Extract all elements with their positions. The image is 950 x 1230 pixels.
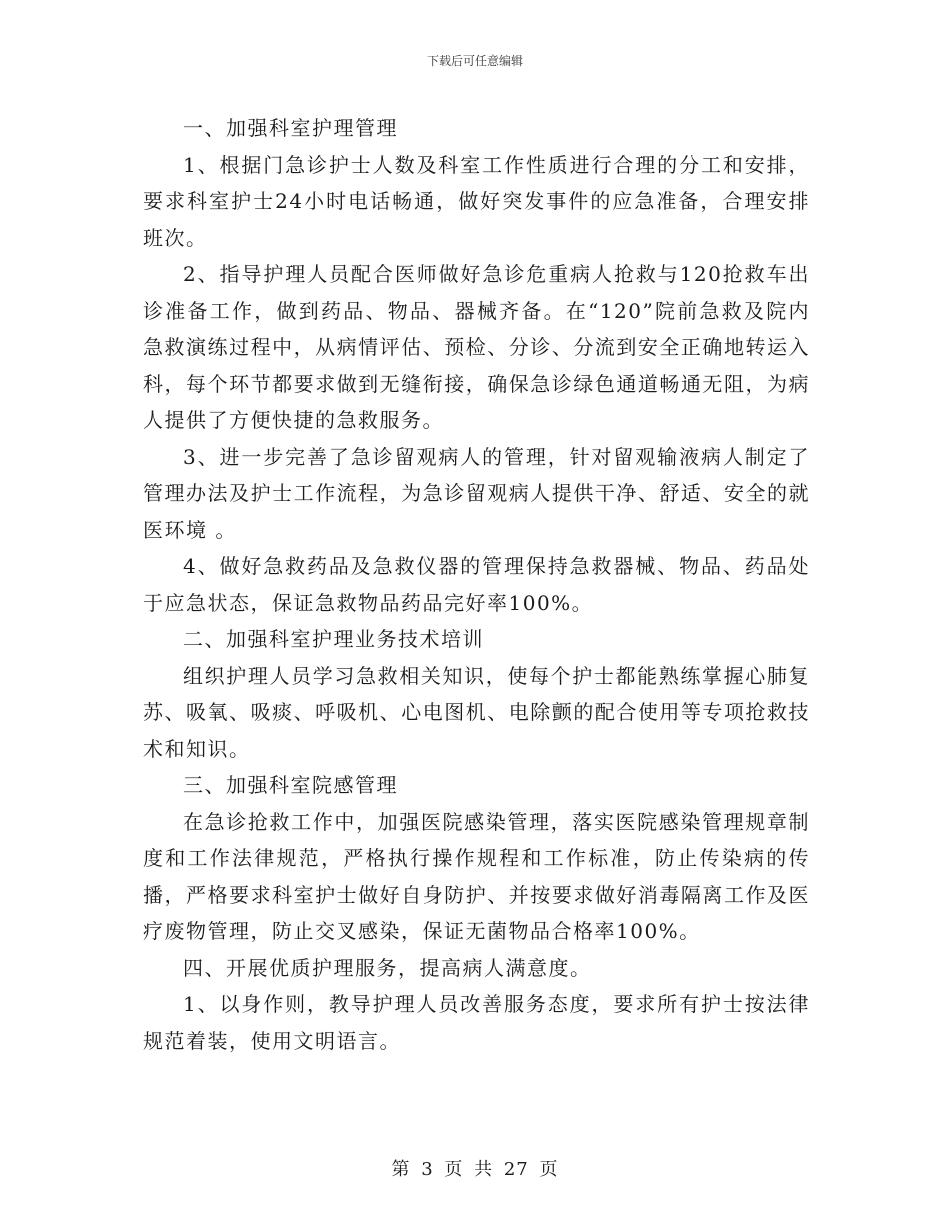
document-body	[143, 110, 810, 1059]
paragraph-1-1: 1、根据门急诊护士人数及科室工作性质进行合理的分工和安排，要求科室护士24小时电话畅通，做好突发事件的应急准备，合理安排班次。	[143, 152, 810, 250]
paragraph-2: 组织护理人员学习急救相关知识，使每个护士都能熟练掌握心肺复苏、吸氧、吸痰、呼吸机、心电图机、电除颤的配合使用等专项抢救技术和知识。	[143, 663, 810, 761]
paragraph-4-1: 1、以身作则，教导护理人员改善服务态度，要求所有护士按法律规范着装，使用文明语言。	[143, 992, 810, 1053]
paragraph-1-2: 2、指导护理人员配合医师做好急诊危重病人抢救与120抢救车出诊准备工作，做到药品、物品、器械齐备。在“120”院前急救及院内急救演练过程中，从病情评估、预检、分诊、分流到安全正确地转运入科，每个环节都要求做到无缝衔接，确保急诊绿色通道畅通无阻，为病人提供了方便快捷的急救服务。	[143, 262, 810, 432]
section-heading-4: 四、开展优质护理服务，提高病人满意度。	[183, 955, 592, 980]
page-header-note: 下载后可任意编辑	[426, 54, 523, 68]
section-heading-1: 一、加强科室护理管理	[183, 116, 398, 140]
section-heading-3: 三、加强科室院感管理	[183, 773, 398, 797]
paragraph-1-3: 3、进一步完善了急诊留观病人的管理，针对留观输液病人制定了管理办法及护士工作流程，为急诊留观病人提供干净、舒适、安全的就医环境 。	[143, 444, 810, 542]
page-number: 第 3 页 共 27 页	[391, 1159, 559, 1180]
paragraph-3: 在急诊抢救工作中，加强医院感染管理，落实医院感染管理规章制度和工作法律规范，严格执行操作规程和工作标准，防止传染病的传播，严格要求科室护士做好自身防护、并按要求做好消毒隔离工作及医疗废物管理，防止交叉感染，保证无菌物品合格率100%。	[143, 809, 810, 943]
section-heading-2: 二、加强科室护理业务技术培训	[183, 627, 484, 651]
paragraph-1-4: 4、做好急救药品及急救仪器的管理保持急救器械、物品、药品处于应急状态，保证急救物品药品完好率100%。	[143, 554, 810, 615]
